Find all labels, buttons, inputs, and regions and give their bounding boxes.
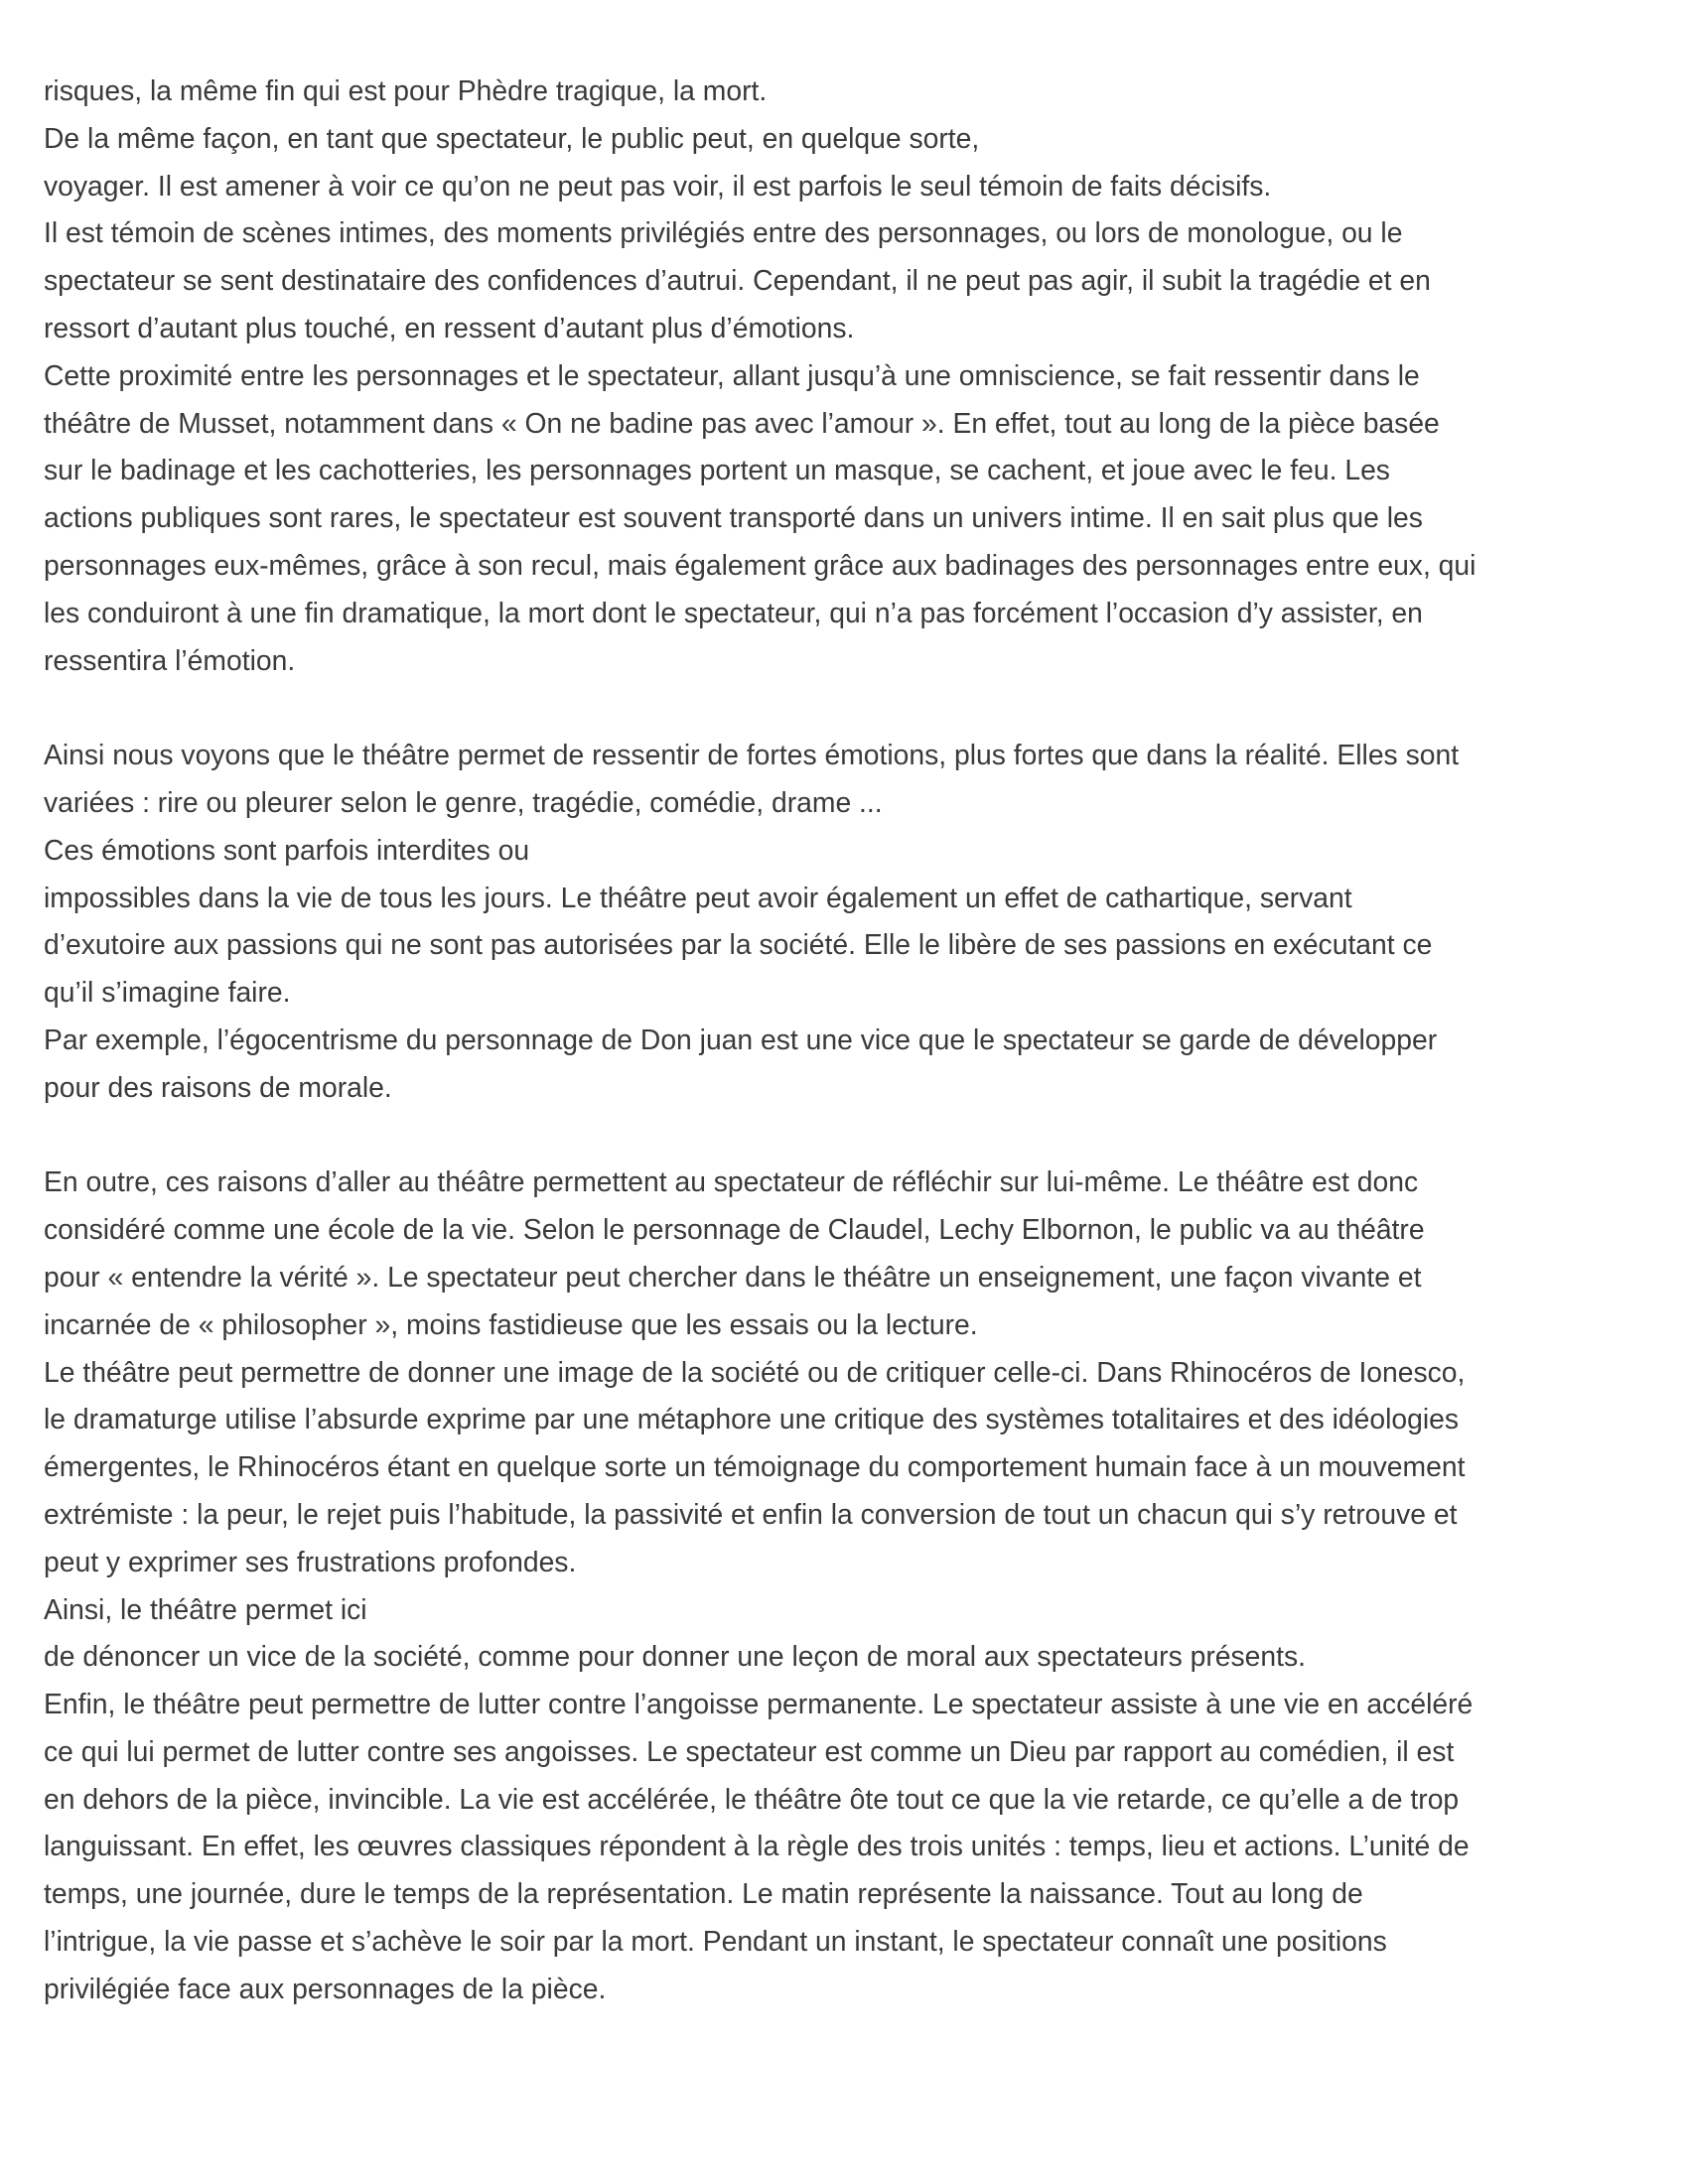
text-line: Enfin, le théâtre peut permettre de lutter contre l’angoisse permanente. Le spectateur assiste à une vie en accéléré bbox=[44, 1688, 1474, 1720]
paragraph-spacer bbox=[44, 1112, 1652, 1160]
text-line: sur le badinage et les cachotteries, les personnages portent un masque, se cachent, et joue avec le feu. Les bbox=[44, 454, 1390, 486]
text-line: les conduiront à une fin dramatique, la mort dont le spectateur, qui n’a pas forcément l’occasion d’y assister, en bbox=[44, 596, 1423, 628]
text-line: théâtre de Musset, notamment dans « On ne badine pas avec l’amour ». En effet, tout au long de la pièce basée bbox=[44, 406, 1440, 439]
text-line: De la même façon, en tant que spectateur, le public peut, en quelque sorte, bbox=[44, 121, 980, 154]
text-line: Il est témoin de scènes intimes, des moments privilégiés entre des personnages, ou lors de monologue, ou le bbox=[44, 216, 1403, 249]
text-line: Le théâtre peut permettre de donner une image de la société ou de critiquer celle-ci. Dans Rhinocéros de Ionesco, bbox=[44, 1355, 1466, 1388]
text-line: spectateur se sent destinataire des confidences d’autrui. Cependant, il ne peut pas agir, il subit la tragédie et en bbox=[44, 264, 1431, 297]
text-line: pour des raisons de morale. bbox=[44, 1070, 392, 1103]
text-line: actions publiques sont rares, le spectateur est souvent transporté dans un univers intime. Il en sait plus que les bbox=[44, 501, 1423, 534]
text-line: Ainsi, le théâtre permet ici bbox=[44, 1592, 367, 1625]
text-line: Cette proximité entre les personnages et le spectateur, allant jusqu’à une omniscience, se fait ressentir dans le bbox=[44, 358, 1420, 391]
text-line: risques, la même fin qui est pour Phèdre tragique, la mort. bbox=[44, 74, 768, 106]
text-line: En outre, ces raisons d’aller au théâtre permettent au spectateur de réfléchir sur lui-même. Le théâtre est donc bbox=[44, 1165, 1419, 1198]
text-line: Ces émotions sont parfois interdites ou bbox=[44, 833, 530, 866]
text-line: pour « entendre la vérité ». Le spectateur peut chercher dans le théâtre un enseignement, une façon vivante et bbox=[44, 1260, 1422, 1293]
text-line: l’intrigue, la vie passe et s’achève le soir par la mort. Pendant un instant, le spectateur connaît une positions bbox=[44, 1925, 1387, 1958]
text-line: d’exutoire aux passions qui ne sont pas autorisées par la société. Elle le libère de ses passions en exécutant ce bbox=[44, 928, 1433, 961]
text-line: de dénoncer un vice de la société, comme pour donner une leçon de moral aux spectateurs présents. bbox=[44, 1640, 1306, 1673]
text-line: Par exemple, l’égocentrisme du personnage de Don juan est une vice que le spectateur se garde de développer bbox=[44, 1023, 1438, 1055]
text-line: qu’il s’imagine faire. bbox=[44, 976, 291, 1009]
text-line: Ainsi nous voyons que le théâtre permet de ressentir de fortes émotions, plus fortes que dans la réalité. Elles sont bbox=[44, 739, 1460, 771]
text-line: variées : rire ou pleurer selon le genre, tragédie, comédie, drame ... bbox=[44, 785, 883, 818]
text-line: ce qui lui permet de lutter contre ses angoisses. Le spectateur est comme un Dieu par rapport au comédien, il est bbox=[44, 1734, 1455, 1767]
text-line: incarnée de « philosopher », moins fastidieuse que les essais ou la lecture. bbox=[44, 1307, 978, 1340]
text-line: extrémiste : la peur, le rejet puis l’habitude, la passivité et enfin la conversion de tout un chacun qui s’y retrouve et bbox=[44, 1497, 1458, 1530]
text-line: ressort d’autant plus touché, en ressent d’autant plus d’émotions. bbox=[44, 311, 855, 343]
text-line: en dehors de la pièce, invincible. La vie est accélérée, le théâtre ôte tout ce que la vie retarde, ce qu’elle a de trop bbox=[44, 1782, 1460, 1815]
text-line: privilégiée face aux personnages de la pièce. bbox=[44, 1972, 607, 2004]
text-line: considéré comme une école de la vie. Selon le personnage de Claudel, Lechy Elbornon, le public va au théâtre bbox=[44, 1213, 1425, 1246]
paragraph-spacer bbox=[44, 684, 1652, 732]
text-line: impossibles dans la vie de tous les jours. Le théâtre peut avoir également un effet de cathartique, servant bbox=[44, 881, 1352, 913]
text-line: personnages eux-mêmes, grâce à son recul, mais également grâce aux badinages des personnages entre eux, qui bbox=[44, 548, 1477, 581]
text-line: voyager. Il est amener à voir ce qu’on ne peut pas voir, il est parfois le seul témoin de faits décisifs. bbox=[44, 169, 1272, 202]
text-line: le dramaturge utilise l’absurde exprime par une métaphore une critique des systèmes totalitaires et des idéologies bbox=[44, 1403, 1460, 1435]
text-line: temps, une journée, dure le temps de la représentation. Le matin représente la naissance. Tout au long de bbox=[44, 1877, 1363, 1910]
document-body bbox=[44, 68, 1652, 2013]
text-line: languissant. En effet, les œuvres classiques répondent à la règle des trois unités : temps, lieu et actions. L’unité de bbox=[44, 1830, 1470, 1862]
text-line: peut y exprimer ses frustrations profondes. bbox=[44, 1545, 577, 1577]
text-line: émergentes, le Rhinocéros étant en quelque sorte un témoignage du comportement humain face à un mouvement bbox=[44, 1450, 1466, 1483]
text-line: ressentira l’émotion. bbox=[44, 643, 296, 676]
